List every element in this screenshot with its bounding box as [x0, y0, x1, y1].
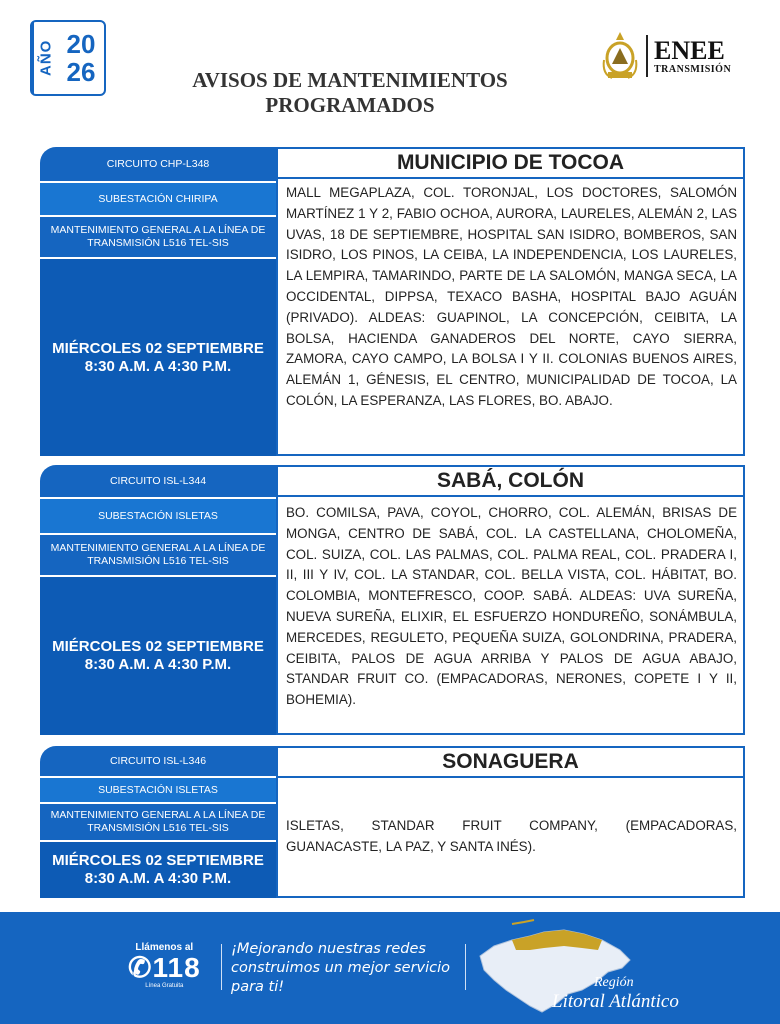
call-number: [128, 953, 201, 983]
year-label: AÑO: [32, 22, 58, 94]
affected-areas: MALL MEGAPLAZA, COL. TORONJAL, LOS DOCTORES, SALOMÓN MARTÍNEZ 1 Y 2, FABIO OCHOA, AURORA, LAURELES, ALEMÁN 2, LAS UVAS, 18 DE SEPTIEMBRE, HOSPITAL SAN ISIDRO, BOMBEROS, SAN ISIDRO, LOS PINOS, LA CEIBA, LA INDEPENDENCIA, LOS LAURELES, LA LEMPIRA, TAMARINDO, PARTE DE LA SALOMÓN, MANGA SECA, LA OCCIDENTAL, DIPPSA, TEXACO BASHA, HOSPITAL BAJO AGUÁN (PRIVADO). ALDEAS: GUAPINOL, LA CONCEPCIÓN, CEIBITA, LA BOLSA, HACIENDA GANADEROS DEL NORTE, CAYO SIERRA, ZAMORA, CAYO CAMPO, LA BOLSA I Y II. COLONIAS BUENOS AIRES, ALEMÁN 1, GÉNESIS, EL CENTRO, MUNICIPALIDAD DE TOCOA, LA COLÓN, LA ESPERANZA, LAS FLORES, BO. ABAJO.: [286, 185, 737, 408]
schedule-time: 8:30 A.M. A 4:30 P.M.: [84, 870, 232, 887]
footer-divider: [465, 944, 466, 990]
maintenance-label: MANTENIMIENTO GENERAL A LA LÍNEA DE TRANSMISIÓN L516 TEL-SIS: [40, 217, 276, 257]
enee-logo: [600, 30, 731, 82]
affected-areas: ISLETAS, STANDAR FRUIT COMPANY, (EMPACADORAS, GUANACASTE, LA PAZ, Y SANTA INÉS).: [286, 818, 737, 854]
call-label: Llámenos al: [135, 942, 194, 953]
circuit-label: CIRCUITO ISL-L344: [40, 465, 276, 497]
brand-sub: TRANSMISIÓN: [654, 63, 732, 75]
schedule-time: 8:30 A.M. A 4:30 P.M.: [84, 357, 232, 375]
maintenance-section-tocoa: [40, 147, 745, 456]
page-title-line2: PROGRAMADOS: [265, 93, 435, 117]
region-label: Región: [594, 975, 634, 990]
phone-icon: ✆: [128, 952, 153, 983]
schedule-cell: [40, 259, 276, 456]
circuit-label: CIRCUITO CHP-L348: [40, 147, 276, 181]
schedule-date: MIÉRCOLES 02 SEPTIEMBRE: [52, 339, 264, 357]
page-title: [150, 68, 550, 118]
schedule-date: MIÉRCOLES 02 SEPTIEMBRE: [52, 638, 264, 655]
year-bottom: 26: [66, 57, 96, 87]
municipality-title: SONAGUERA: [278, 748, 743, 778]
maintenance-section-sonaguera: [40, 746, 745, 898]
maintenance-label: MANTENIMIENTO GENERAL A LA LÍNEA DE TRANSMISIÓN L516 TEL-SIS: [40, 804, 276, 840]
coat-of-arms-icon: [600, 30, 640, 82]
call-number-text: 118: [152, 952, 201, 983]
affected-areas: BO. COMILSA, PAVA, COYOL, CHORRO, COL. ALEMÁN, BRISAS DE MONGA, CENTRO DE SABÁ, COL. LA CASTELLANA, CHOLOMEÑA, COL. SUIZA, COL. LAS PALMAS, COL. PALMA REAL, COL. PRADERA I, II, III Y IV, COL. LA STANDAR, COL. BELLA VISTA, COL. HÁBITAT, BO. COLOMBIA, MONTEFRESCO, COOP. SABÁ. ALDEAS: UVA SUREÑA, NUEVA SUREÑA, ELIXIR, EL ESFUERZO HONDUREÑO, SONÁMBULA, MERCEDES, REGULETO, PEQUEÑA SUIZA, GOLONDRINA, PRADERA, CEIBITA, PALOS DE AGUA ARRIBA Y PALOS DE AGUA ABAJO, STANDAR FRUIT CO. (EMPACADORAS, NERONES, COPETE I Y II, BOHEMIA).: [286, 505, 737, 708]
schedule-date: MIÉRCOLES 02 SEPTIEMBRE: [52, 852, 264, 869]
schedule-cell: [40, 842, 276, 898]
region-name: Litoral Atlántico: [552, 991, 679, 1012]
slogan: ¡Mejorando nuestras redes construimos un mejor servicio para ti!: [231, 941, 451, 995]
year-badge: [30, 20, 106, 96]
call-block: [128, 942, 201, 989]
section-detail-column: [276, 465, 745, 735]
maintenance-label: MANTENIMIENTO GENERAL A LA LÍNEA DE TRANSMISIÓN L516 TEL-SIS: [40, 535, 276, 575]
brand-text: [654, 35, 732, 75]
footer-divider: [221, 944, 222, 990]
region-block: [552, 975, 679, 1013]
schedule-time: 8:30 A.M. A 4:30 P.M.: [84, 656, 232, 673]
year-top: 20: [66, 29, 96, 59]
section-detail-column: [276, 147, 745, 456]
brand-name: ENEE: [654, 35, 725, 65]
municipality-title: MUNICIPIO DE TOCOA: [278, 149, 743, 179]
substation-label: SUBESTACIÓN ISLETAS: [40, 499, 276, 533]
year-number: [58, 30, 104, 86]
page-title-line1: AVISOS DE MANTENIMIENTOS: [192, 68, 508, 92]
substation-label: SUBESTACIÓN CHIRIPA: [40, 183, 276, 215]
call-sub: Línea Gratuita: [145, 983, 184, 989]
municipality-title: SABÁ, COLÓN: [278, 467, 743, 497]
section-info-column: [40, 147, 276, 456]
maintenance-section-saba: [40, 465, 745, 735]
circuit-label: CIRCUITO ISL-L346: [40, 746, 276, 776]
section-info-column: [40, 465, 276, 735]
substation-label: SUBESTACIÓN ISLETAS: [40, 778, 276, 802]
schedule-cell: [40, 577, 276, 735]
section-detail-column: [276, 746, 745, 898]
logo-divider: [646, 35, 648, 77]
section-info-column: [40, 746, 276, 898]
